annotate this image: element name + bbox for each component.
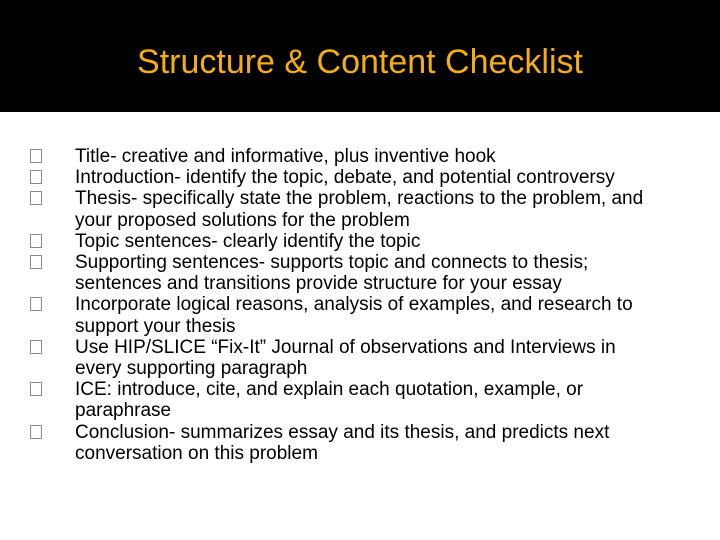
checklist-item bbox=[56, 167, 656, 188]
checklist-item bbox=[56, 294, 656, 336]
checklist-item-text: Title- creative and informative, plus inventive hook bbox=[75, 146, 496, 167]
checklist-item-text: Thesis- specifically state the problem, reactions to the problem, and your proposed solutions for the problem bbox=[75, 188, 644, 231]
checklist-item-text: ICE: introduce, cite, and explain each quotation, example, or paraphrase bbox=[75, 379, 584, 422]
checkbox-icon bbox=[30, 234, 42, 248]
checklist-item bbox=[56, 146, 656, 167]
checklist-item bbox=[56, 337, 656, 379]
checklist-item-text: Incorporate logical reasons, analysis of examples, and research to support your thesis bbox=[75, 294, 633, 337]
checklist-item-text: Conclusion- summarizes essay and its thesis, and predicts next conversation on this problem bbox=[75, 421, 610, 464]
checkbox-icon bbox=[30, 297, 42, 311]
checklist-item-text: Supporting sentences- supports topic and connects to thesis; sentences and transitions provide structure for your essay bbox=[75, 252, 589, 295]
checkbox-icon bbox=[30, 149, 42, 163]
checklist-item-text: Topic sentences- clearly identify the topic bbox=[75, 230, 421, 252]
checkbox-icon bbox=[30, 382, 42, 396]
checklist bbox=[56, 146, 656, 464]
checkbox-icon bbox=[30, 191, 42, 205]
checklist-item bbox=[56, 231, 656, 252]
checklist-item-text: Introduction- identify the topic, debate, and potential controversy bbox=[75, 167, 615, 189]
slide-title: Structure & Content Checklist bbox=[137, 43, 583, 81]
checkbox-icon bbox=[30, 340, 42, 354]
checkbox-icon bbox=[30, 170, 42, 184]
checklist-item bbox=[56, 188, 656, 230]
checklist-item bbox=[56, 252, 656, 294]
checkbox-icon bbox=[30, 255, 42, 269]
checklist-item bbox=[56, 379, 656, 421]
checklist-item-text: Use HIP/SLICE “Fix-It” Journal of observations and Interviews in every supporting paragraph bbox=[75, 336, 616, 380]
checklist-item bbox=[56, 422, 656, 464]
checkbox-icon bbox=[30, 425, 42, 439]
